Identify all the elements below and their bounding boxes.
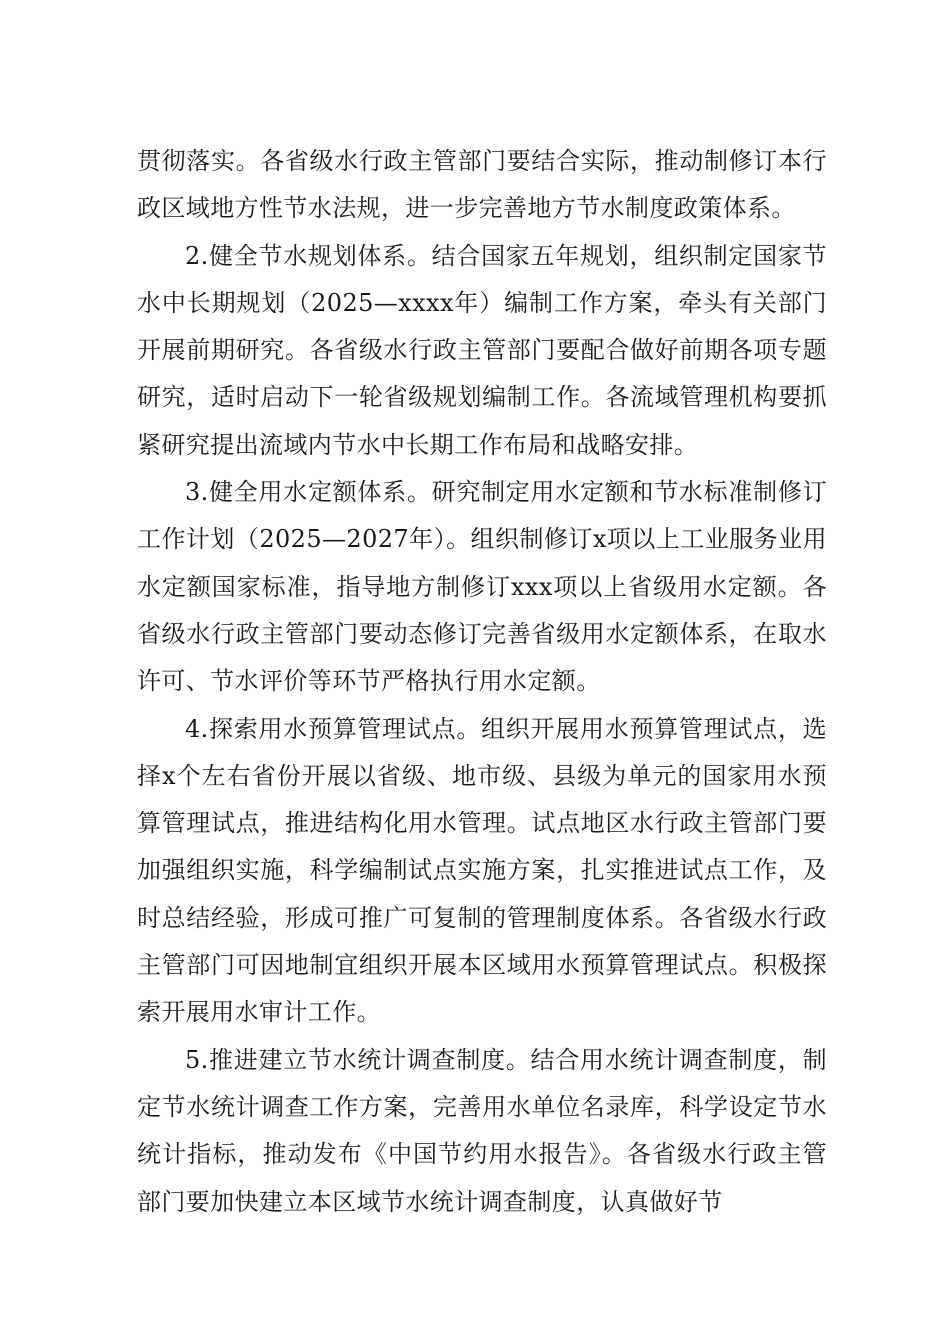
paragraph-item-4: 4.探索用水预算管理试点。组织开展用水预算管理试点，选择x个左右省份开展以省级、地市级、县级为单元的国家用水预算管理试点，推进结构化用水管理。试点地区水行政主管部门要加强组织实施，科学编制试点实施方案，扎实推进试点工作，及时总结经验，形成可推广可复制的管理制度体系。各省级水行政主管部门可因地制宜组织开展本区域用水预算管理试点。积极探索开展用水审计工作。 xyxy=(137,714,827,1027)
document-body xyxy=(137,138,827,1226)
paragraph-item-5: 5.推进建立节水统计调查制度。结合用水统计调查制度，制定节水统计调查工作方案，完善用水单位名录库，科学设定节水统计指标，推动发布《中国节约用水报告》。各省级水行政主管部门要加快建立本区域节水统计调查制度，认真做好节 xyxy=(137,1045,827,1216)
paragraph-continuation: 贯彻落实。各省级水行政主管部门要结合实际，推动制修订本行政区域地方性节水法规，进一步完善地方节水制度政策体系。 xyxy=(137,147,827,223)
paragraph-item-2: 2.健全节水规划体系。结合国家五年规划，组织制定国家节水中长期规划（2025—xxxx年）编制工作方案，牵头有关部门开展前期研究。各省级水行政主管部门要配合做好前期各项专题研究，适时启动下一轮省级规划编制工作。各流域管理机构要抓紧研究提出流域内节水中长期工作布局和战略安排。 xyxy=(137,241,827,459)
paragraph-item-3: 3.健全用水定额体系。研究制定用水定额和节水标准制修订工作计划（2025—2027年）。组织制修订x项以上工业服务业用水定额国家标准，指导地方制修订xxx项以上省级用水定额。各省级水行政主管部门要动态修订完善省级用水定额体系，在取水许可、节水评价等环节严格执行用水定额。 xyxy=(137,478,827,696)
